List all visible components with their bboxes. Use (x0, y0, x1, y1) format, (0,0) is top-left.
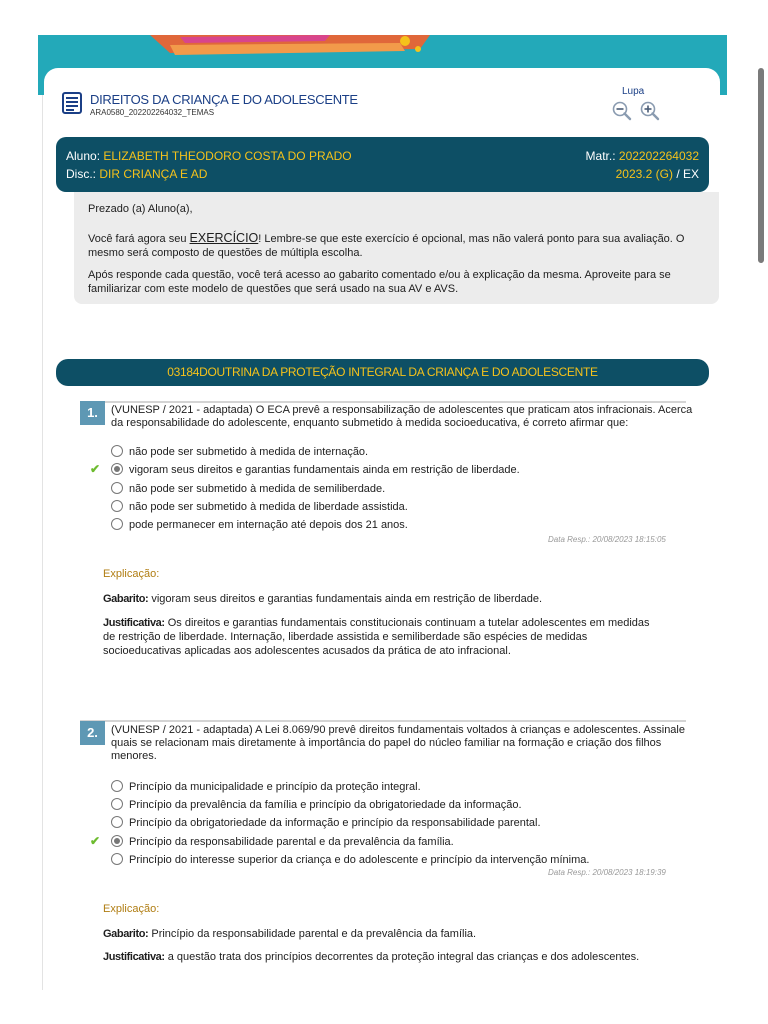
radio-button[interactable] (111, 518, 123, 530)
justificativa-text: a questão trata dos princípios decorrentes da proteção integral das crianças e dos adolescentes. (167, 951, 640, 963)
lupa-label: Lupa (622, 86, 645, 97)
justificativa-label: Justificativa: (103, 617, 165, 629)
option-label: não pode ser submetido à medida de liberdade assistida. (129, 501, 408, 513)
radio-button[interactable] (111, 780, 123, 792)
gabarito (103, 927, 663, 941)
gabarito-label: Gabarito: (103, 593, 149, 605)
question-stem: (VUNESP / 2021 - adaptada) A Lei 8.069/90 prevê direitos fundamentais voltados à crianças e adolescentes. Assinale quais se relacionam mais diretamente à importância do papel do núcleo familiar na formação e criação dos filhos menores. (111, 724, 685, 762)
answer-option[interactable] (111, 815, 541, 831)
radio-button-selected[interactable] (111, 463, 123, 475)
justificativa-label: Justificativa: (103, 951, 165, 963)
gabarito (103, 592, 663, 606)
check-icon: ✔ (90, 834, 101, 848)
aluno-name: ELIZABETH THEODORO COSTA DO PRADO (103, 149, 352, 163)
option-label: vigoram seus direitos e garantias fundamentais ainda em restrição de liberdade. (129, 464, 520, 476)
course-book-icon (62, 92, 82, 114)
option-label: Princípio da municipalidade e princípio da proteção integral. (129, 781, 421, 793)
question-divider (80, 401, 686, 403)
radio-button[interactable] (111, 816, 123, 828)
student-name-row (66, 149, 352, 163)
matricula-row (586, 149, 699, 163)
justificativa-text: Os direitos e garantias fundamentais constitucionais continuam a tutelar adolescentes em medidas de restrição de liberdade. Internação, liberdade assistida e semiliberdade são espécies de medidas socioeducativas aplicadas aos adolescentes acusados da prática de ato infracional. (103, 617, 650, 657)
intro-paragraph-2: Após responde cada questão, você terá acesso ao gabarito comentado e/ou à explicação da mesma. Aproveite para se familiarizar com este modelo de questões que será usado na sua AV e AVS. (88, 269, 671, 295)
header-illustration (150, 35, 430, 57)
radio-button[interactable] (111, 500, 123, 512)
option-label: Princípio do interesse superior da criança e do adolescente e princípio da intervenção mínima. (129, 854, 590, 866)
answer-option[interactable] (111, 444, 368, 460)
answer-option[interactable] (111, 481, 385, 497)
answer-option[interactable] (111, 462, 520, 478)
intro-paragraph-1 (88, 231, 703, 260)
answer-option[interactable] (111, 834, 454, 850)
option-label: Princípio da responsabilidade parental e da prevalência da família. (129, 836, 454, 848)
left-divider (42, 95, 43, 990)
question-number: 1. (80, 401, 105, 425)
answer-option[interactable] (111, 499, 408, 515)
disc-value: DIR CRIANÇA E AD (99, 167, 208, 181)
radio-button[interactable] (111, 798, 123, 810)
radio-button[interactable] (111, 853, 123, 865)
gabarito-label: Gabarito: (103, 928, 149, 940)
radio-button[interactable] (111, 482, 123, 494)
answer-option[interactable] (111, 517, 408, 533)
intro-box (74, 192, 719, 304)
question-stem: (VUNESP / 2021 - adaptada) O ECA prevê a responsabilização de adolescentes que praticam atos infracionais. Acerca da responsabilidade do adolescente, enquanto submetido à medida socioeducativa, é correto afirmar que: (111, 404, 693, 429)
aluno-label: Aluno: (66, 149, 101, 163)
intro-p1-before: Você fará agora seu (88, 233, 190, 245)
justificativa (103, 950, 663, 964)
course-title: DIREITOS DA CRIANÇA E DO ADOLESCENTE (90, 92, 358, 107)
answer-option[interactable] (111, 852, 589, 868)
matr-value: 202202264032 (618, 149, 699, 163)
radio-button-selected[interactable] (111, 835, 123, 847)
question-number: 2. (80, 721, 105, 745)
intro-p1-after: ! Lembre-se que este exercício é opcional, mas não valerá ponto para sua avaliação. O mesmo será composto de questões de múltipla escolha. (88, 233, 685, 259)
scrollbar[interactable] (758, 68, 764, 263)
exercicio-highlight: EXERCÍCIO (189, 231, 259, 245)
course-code: ARA0580_202202264032_TEMAS (90, 108, 215, 117)
gabarito-text: Princípio da responsabilidade parental e da prevalência da família. (151, 928, 477, 940)
response-date: Data Resp.: 20/08/2023 18:15:05 (548, 535, 666, 544)
question-divider (80, 720, 686, 722)
disc-label: Disc.: (66, 167, 96, 181)
explicacao-label: Explicação: (103, 903, 160, 915)
zoom-out-icon[interactable] (612, 101, 632, 121)
option-label: não pode ser submetido à medida de semiliberdade. (129, 483, 386, 495)
option-label: Princípio da prevalência da família e princípio da obrigatoriedade da informação. (129, 799, 522, 811)
option-label: Princípio da obrigatoriedade da informação e princípio da responsabilidade parental. (129, 817, 541, 829)
zoom-in-icon[interactable] (640, 101, 660, 121)
gabarito-text: vigoram seus direitos e garantias fundamentais ainda em restrição de liberdade. (151, 593, 543, 605)
answer-option[interactable] (111, 779, 421, 795)
check-icon: ✔ (90, 462, 101, 476)
intro-greeting: Prezado (a) Aluno(a), (88, 203, 193, 215)
option-label: pode permanecer em internação até depois dos 21 anos. (129, 519, 408, 531)
student-info-bar (56, 137, 709, 192)
section-title: 03184DOUTRINA DA PROTEÇÃO INTEGRAL DA CRIANÇA E DO ADOLESCENTE (56, 359, 709, 386)
response-date: Data Resp.: 20/08/2023 18:19:39 (548, 868, 666, 877)
option-label: não pode ser submetido à medida de internação. (129, 446, 369, 458)
radio-button[interactable] (111, 445, 123, 457)
justificativa (103, 616, 663, 658)
matr-label: Matr.: (585, 149, 616, 163)
period-value: 2023.2 (G) (615, 167, 673, 181)
period-row (616, 167, 699, 181)
answer-option[interactable] (111, 797, 522, 813)
discipline-row (66, 167, 207, 181)
period-suffix: / EX (676, 167, 699, 181)
explicacao-label: Explicação: (103, 568, 160, 580)
